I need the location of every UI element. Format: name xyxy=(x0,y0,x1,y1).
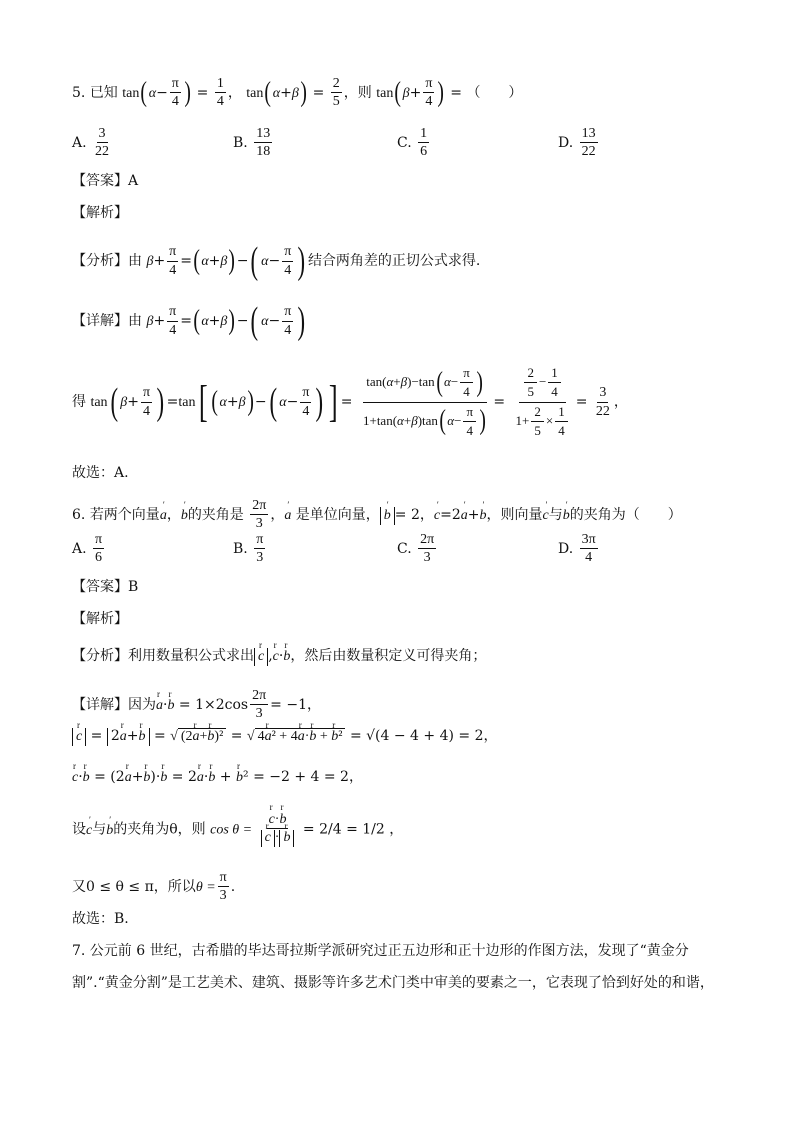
q5-choice-b[interactable]: B. $\frac{13}{18}$ xyxy=(233,126,271,160)
q7-line-2: 割”.“黄金分割”是工艺美术、建筑、摄影等许多艺术门类中审美的要素之一，它表现了恰到好处的和谐， xyxy=(72,975,714,991)
q5-analysis-heading: 【解析】 xyxy=(72,205,128,221)
q5-answer: 【答案】A xyxy=(72,173,139,189)
q6-fenxi: 【分析】利用数量积公式求出r c ,r c·r b，然后由数量积定义可得夹角； xyxy=(72,648,486,666)
q5-number: 5. xyxy=(72,84,86,101)
q6-xiangjie: 【详解】因为r a·r b = 1×2cos $\frac{2\pi}{3}$ = −1， xyxy=(72,688,321,722)
q6-conclusion: 故选：B. xyxy=(72,911,129,927)
q6-choice-b[interactable]: B. $\frac{\pi}{3}$ xyxy=(233,532,264,566)
q7-line-1: 7. 公元前 6 世纪，古希腊的毕达哥拉斯学派研究过正五边形和正十边形的作图方法，发现了“黄金分 xyxy=(72,943,689,959)
q6-answer: 【答案】B xyxy=(72,579,139,595)
q5-tan-diff-formula: tan(α+β)−tan(α− $\frac{\pi}{4}$ ) 1+tan(α+β)tan(α− $\frac{\pi}{4}$ ) xyxy=(362,365,486,438)
q6-choice-d[interactable]: D. $\frac{3\pi}{4}$ xyxy=(558,532,596,566)
q6-choice-a[interactable]: A. $\frac{\pi}{6}$ xyxy=(72,532,103,566)
q5-fenxi: 【分析】由 β+ $\frac{\pi}{4}$ =(α+β)−( α− $\frac{\pi}{4}$ ) 结合两角差的正切公式求得. xyxy=(72,240,481,282)
q5-stem: 5. 已知 tan(α− $\frac{\pi}{4}$ ) = $\frac{1}{4}$ ， tan(α+β) = $\frac{2}{5}$ ，则 tan(β+ $\frac{\pi}{4}$ ) = （ ） xyxy=(72,76,523,110)
q5-conclusion: 故选：A. xyxy=(72,465,129,481)
q5-derivation: 得 tan( β+ $\frac{\pi}{4}$ ) =tan[ (α+β)−( α− $\frac{\pi}{4}$ ) ] = tan(α+β)−tan(α− $\frac{\pi}{4}$ ) 1+tan(α+β)tan(α− $\frac{\pi}{4}$ ) = $\frac{2}{5}$ − $\frac{1}{4}$ 1+ $\frac{2}{5}$ × $\frac{1}{4}$ = $\frac{3}{22}$ ， xyxy=(72,365,628,438)
q6-norm-c: r c = 2r a+r b = √ (2r a+r b)² = √ 4r a² + 4r a·r b + r b² = √(4 − 4 + 4) = 2， xyxy=(72,728,497,746)
q5-choice-a[interactable]: A. $\frac{3}{22}$ xyxy=(72,126,110,160)
q6-range: 又0 ≤ θ ≤ π，所以θ = $\frac{\pi}{3}$ . xyxy=(72,870,236,904)
q6-choice-c[interactable]: C. $\frac{2\pi}{3}$ xyxy=(397,532,435,566)
q6-c-dot-b: r c·r b = (2r a+r b)·r b = 2r a·r b + r b² = −2 + 4 = 2， xyxy=(72,770,363,785)
q5-lead: 已知 xyxy=(89,84,118,101)
q6-cos-theta: 设′ c与′ b的夹角为θ，则 cos θ = r c·r b r c ·r b = 2/4 = 1/2 ， xyxy=(72,812,403,847)
q5-choice-c[interactable]: C. $\frac{1}{6}$ xyxy=(397,126,428,160)
q6-analysis-heading: 【解析】 xyxy=(72,611,128,627)
q5-choice-d[interactable]: D. $\frac{13}{22}$ xyxy=(558,126,596,160)
q5-blank: （ ） xyxy=(466,84,523,101)
q5-numeric-fraction: $\frac{2}{5}$ − $\frac{1}{4}$ 1+ $\frac{2}{5}$ × $\frac{1}{4}$ xyxy=(513,366,573,438)
q5-xiangjie: 【详解】由 β+ $\frac{\pi}{4}$ =(α+β)−( α− $\frac{\pi}{4}$ ) xyxy=(72,300,306,342)
q6-stem: 6. 若两个向量′ a，′ b的夹角是 $\frac{2\pi}{3}$ ，′ a 是单位向量，′ b = 2，′ c=2′ a+′ b，则向量′ c与′ b的夹角为（ ） xyxy=(72,498,682,532)
